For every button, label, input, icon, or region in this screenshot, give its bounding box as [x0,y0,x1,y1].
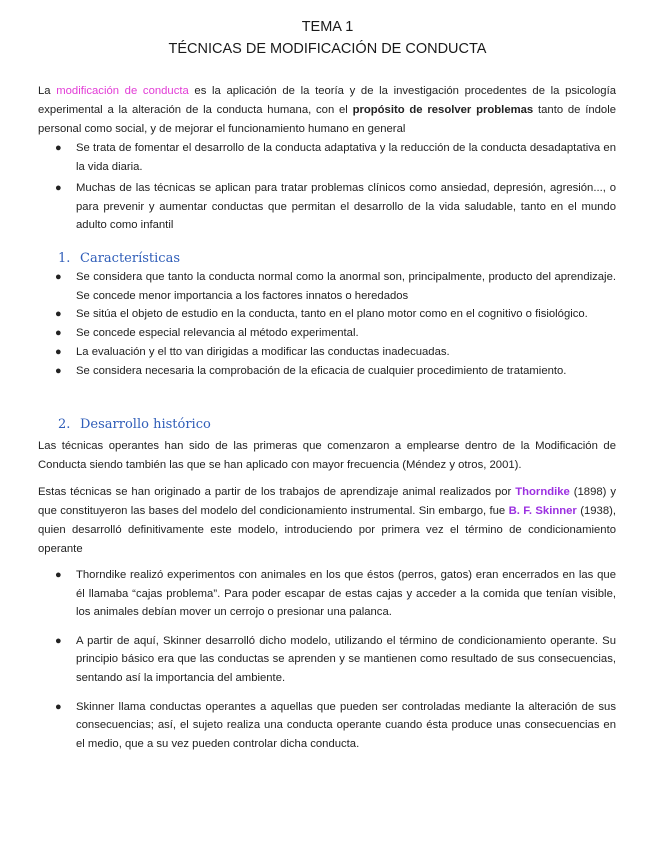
bullet-icon: ● [55,345,62,358]
list-item [55,343,616,362]
bullet-icon: ● [55,634,62,647]
intro-bold-phrase: propósito de resolver problemas [352,104,534,116]
list-item-text: Skinner llama conductas operantes a aquellas que pueden ser controladas mediante la alteración de sus consecuencias; así, el sujeto realiza una conducta operante cuando ésta produce unas consecuencias en el medio, que a su vez pueden controlar dicha conducta. [76,700,616,750]
bullet-icon: ● [55,142,62,154]
list-item [55,139,616,176]
list-item [55,305,616,324]
document-title-line1: TEMA 1 [301,19,354,35]
list-item [55,324,616,343]
list-item [55,566,616,622]
para2-text-c: (1938), quien desarrolló definitivamente este modelo, introduciendo por primera vez el término de condicionamiento operante [38,505,617,555]
list-item [55,698,616,754]
list-item [55,632,616,688]
section2-heading [58,417,211,432]
bullet-icon: ● [55,700,62,713]
list-item-text: Se considera que tanto la conducta normal como la anormal son, principalmente, producto del aprendizaje. Se concede menor importancia a los factores innatos o heredados [76,271,616,302]
section2-bullet-list [55,566,616,753]
list-item-text: Muchas de las técnicas se aplican para tratar problemas clínicos como ansiedad, depresión, agresión..., o para prevenir y aumentar conductas que permitan el desarrollo de la vida saludable, tanto en el mundo adulto como infantil [76,182,616,232]
list-item-text: Thorndike realizó experimentos con animales en los que éstos (perros, gatos) eran encerrados en las que él llamaba “cajas problema”. Para poder escapar de estas cajas y acceder a la comida que tenían visible, los animales debían mover un cerrojo o presionar una palanca. [76,569,616,619]
list-item [55,179,616,235]
intro-middle: es la aplicación de la teoría y de la investigación procedentes de la psicología experimental a la alteración de la conducta humana, con el [38,85,616,116]
bullet-icon: ● [55,569,62,581]
intro-lead: La [38,85,57,97]
thorndike-name: Thorndike [515,486,570,498]
list-item-text: La evaluación y el tto van dirigidas a modificar las conductas inadecuadas. [76,345,450,358]
bullet-icon: ● [55,308,62,321]
bullet-icon: ● [55,364,62,377]
intro-tail: tanto de índole personal como social, y de mejorar el funcionamiento humano en general [38,104,616,135]
list-item-text: A partir de aquí, Skinner desarrolló dicho modelo, utilizando el término de condicionamiento operante. Su principio básico era que las conductas se aprenden y se mantienen como resultado de sus consecuencias, sentando así la importancia del ambiente. [76,634,616,684]
bullet-icon: ● [55,271,62,283]
section2-number: 2. [58,417,71,432]
section1-heading [58,251,180,266]
section1-title: Características [80,251,180,266]
para2-text-a: Estas técnicas se han originado a partir de los trabajos de aprendizaje animal realizados por [38,486,516,498]
list-item-text: Se trata de fomentar el desarrollo de la conducta adaptativa y la reducción de la conducta desadaptativa en la vida diaria. [76,142,616,173]
bullet-icon: ● [55,182,62,195]
intro-highlight-term: modificación de conducta [56,85,189,97]
list-item [55,268,616,305]
list-item-text: Se sitúa el objeto de estudio en la conducta, tanto en el plano motor como en el cognitivo o fisiológico. [76,308,588,321]
skinner-name: B. F. Skinner [508,505,577,517]
section2-paragraph-2 [38,483,616,559]
intro-bullet-list [55,139,616,235]
bullet-icon: ● [55,327,62,340]
document-title-line2: TÉCNICAS DE MODIFICACIÓN DE CONDUCTA [168,41,487,57]
list-item-text: Se considera necesaria la comprobación de la eficacia de cualquier procedimiento de tratamiento. [76,364,567,377]
intro-paragraph [38,82,616,139]
section1-bullet-list [55,268,616,380]
section2-title: Desarrollo histórico [80,417,211,432]
section2-paragraph-1: Las técnicas operantes han sido de las primeras que comenzaron a emplearse dentro de la Modificación de Conducta siendo también las que se han aplicado con mayor frecuencia (Méndez y otros, 2001). [38,440,616,471]
list-item-text: Se concede especial relevancia al método experimental. [76,327,359,340]
list-item [55,362,616,381]
para2-text-b: (1898) y que constituyeron las bases del modelo del condicionamiento instrumental. Sin embargo, fue [38,486,616,517]
section1-number: 1. [58,251,71,266]
